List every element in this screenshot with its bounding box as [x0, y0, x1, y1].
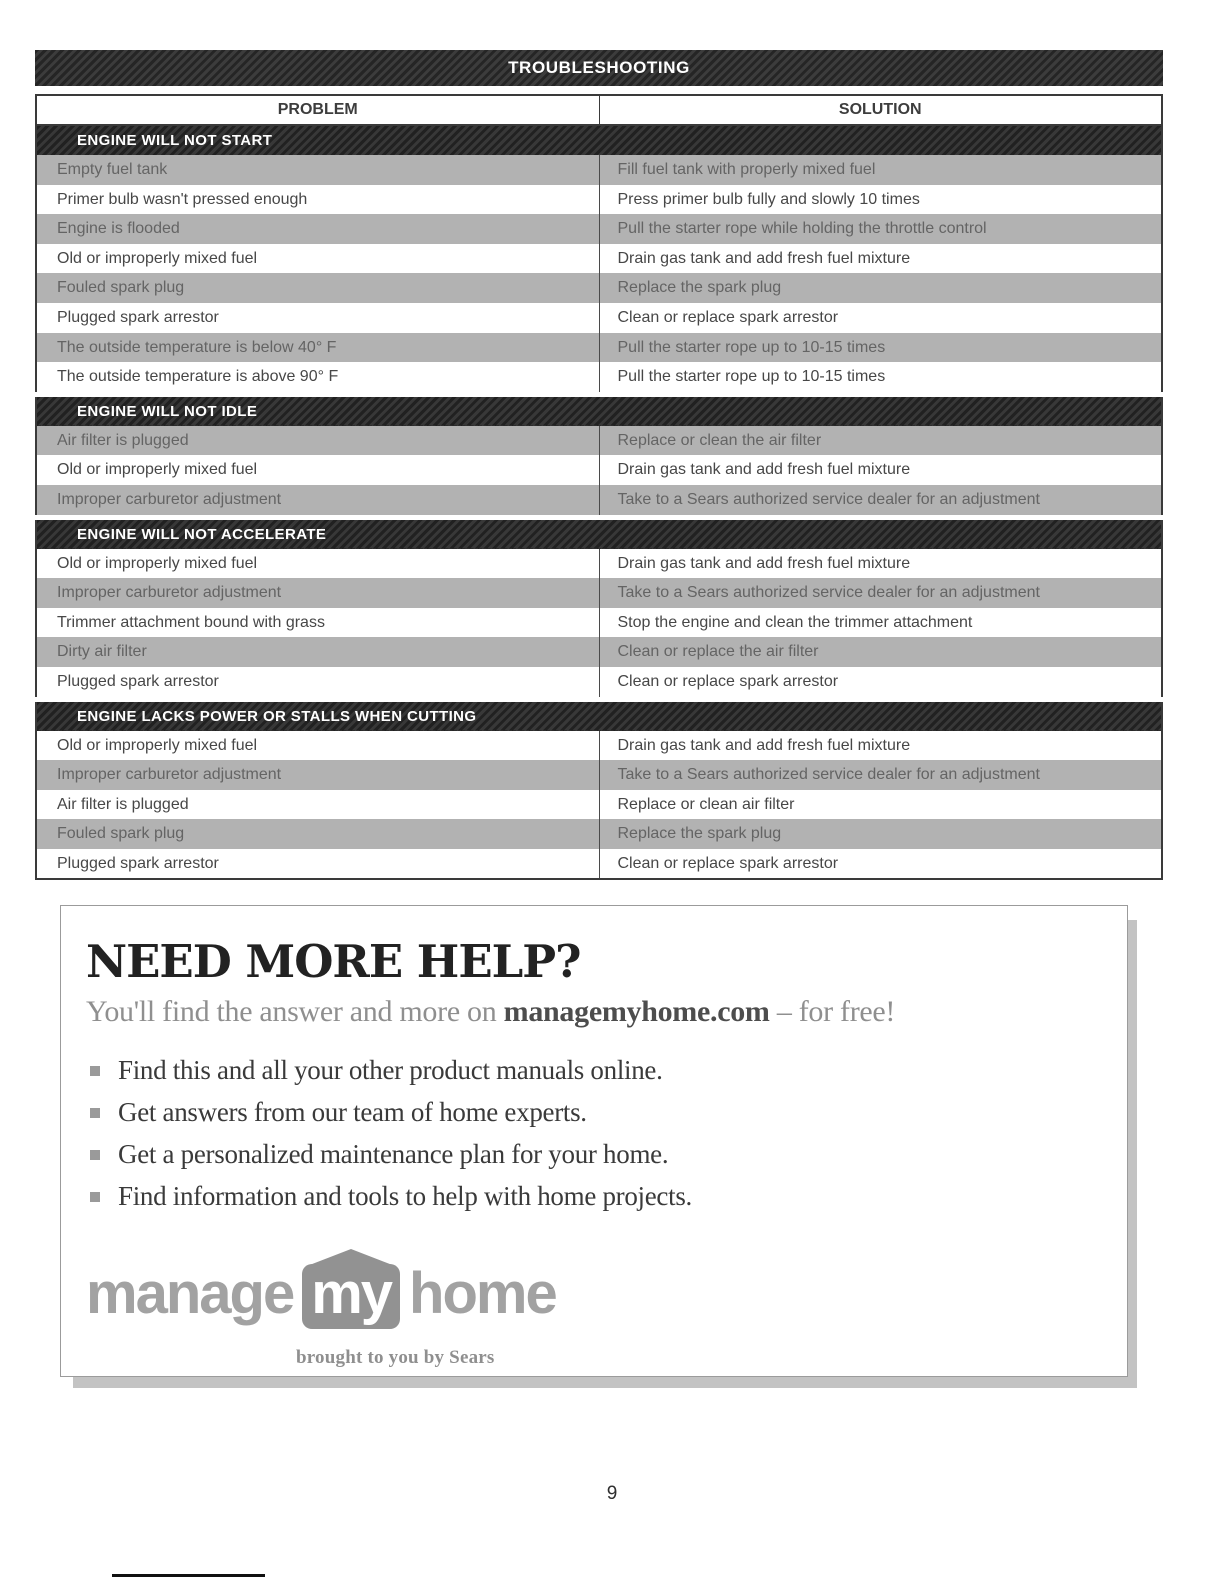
solution-cell: Clean or replace spark arrestor	[599, 303, 1162, 333]
solution-cell: Clean or replace spark arrestor	[599, 849, 1162, 880]
troubleshooting-table-wrap	[35, 94, 1163, 880]
managemyhome-logo	[86, 1261, 1097, 1329]
solution-cell: Stop the engine and clean the trimmer attachment	[599, 608, 1162, 638]
problem-cell: The outside temperature is below 40° F	[36, 333, 599, 363]
help-title: NEED MORE HELP?	[86, 935, 581, 988]
table-row	[36, 760, 1162, 790]
problem-cell: Primer bulb wasn't pressed enough	[36, 185, 599, 215]
table-row	[36, 362, 1162, 394]
section-header: ENGINE WILL NOT ACCELERATE	[36, 517, 1162, 549]
problem-cell: Improper carburetor adjustment	[36, 760, 599, 790]
help-bullet: Find information and tools to help with home projects.	[86, 1181, 1097, 1212]
table-row	[36, 426, 1162, 456]
help-subtitle	[86, 995, 1097, 1029]
section-header-row	[36, 125, 1162, 155]
need-more-help-box	[60, 905, 1128, 1377]
problem-cell: Trimmer attachment bound with grass	[36, 608, 599, 638]
section-header-row	[36, 699, 1162, 731]
problem-cell: Fouled spark plug	[36, 273, 599, 303]
troubleshooting-title-bar	[35, 50, 1163, 86]
solution-cell: Take to a Sears authorized service dealer for an adjustment	[599, 485, 1162, 517]
problem-cell: Plugged spark arrestor	[36, 303, 599, 333]
table-row	[36, 155, 1162, 185]
table-row	[36, 273, 1162, 303]
troubleshooting-title: TROUBLESHOOTING	[508, 58, 690, 77]
solution-cell: Fill fuel tank with properly mixed fuel	[599, 155, 1162, 185]
column-header-solution: SOLUTION	[599, 95, 1162, 125]
solution-cell: Replace or clean the air filter	[599, 426, 1162, 456]
table-row	[36, 731, 1162, 761]
solution-cell: Press primer bulb fully and slowly 10 times	[599, 185, 1162, 215]
table-row	[36, 608, 1162, 638]
solution-cell: Pull the starter rope while holding the throttle control	[599, 214, 1162, 244]
table-row	[36, 549, 1162, 579]
table-row	[36, 185, 1162, 215]
managemyhome-url-text: managemyhome.com	[503, 995, 770, 1029]
section-header-row	[36, 517, 1162, 549]
logo-my-text: my	[311, 1261, 392, 1327]
problem-cell: Air filter is plugged	[36, 426, 599, 456]
solution-cell: Clean or replace the air filter	[599, 637, 1162, 667]
problem-cell: Improper carburetor adjustment	[36, 578, 599, 608]
problem-cell: Fouled spark plug	[36, 819, 599, 849]
help-bullet: Get answers from our team of home experts.	[86, 1097, 1097, 1128]
table-row	[36, 244, 1162, 274]
problem-cell: Old or improperly mixed fuel	[36, 455, 599, 485]
section-header: ENGINE LACKS POWER OR STALLS WHEN CUTTING	[36, 699, 1162, 731]
section-header-row	[36, 394, 1162, 426]
section-header: ENGINE WILL NOT IDLE	[36, 394, 1162, 426]
problem-cell: Plugged spark arrestor	[36, 667, 599, 699]
section-header: ENGINE WILL NOT START	[36, 125, 1162, 155]
solution-cell: Pull the starter rope up to 10-15 times	[599, 362, 1162, 394]
table-row	[36, 214, 1162, 244]
solution-cell: Take to a Sears authorized service dealer for an adjustment	[599, 578, 1162, 608]
problem-cell: The outside temperature is above 90° F	[36, 362, 599, 394]
solution-cell: Pull the starter rope up to 10-15 times	[599, 333, 1162, 363]
troubleshooting-table	[35, 94, 1163, 880]
solution-cell: Replace the spark plug	[599, 819, 1162, 849]
table-row	[36, 849, 1162, 880]
problem-cell: Empty fuel tank	[36, 155, 599, 185]
solution-cell: Replace the spark plug	[599, 273, 1162, 303]
solution-cell: Replace or clean air filter	[599, 790, 1162, 820]
problem-cell: Dirty air filter	[36, 637, 599, 667]
page-number: 9	[606, 1483, 618, 1504]
solution-cell: Take to a Sears authorized service dealer for an adjustment	[599, 760, 1162, 790]
help-bullet-list	[86, 1055, 1097, 1212]
solution-cell: Drain gas tank and add fresh fuel mixture	[599, 244, 1162, 274]
solution-cell: Clean or replace spark arrestor	[599, 667, 1162, 699]
problem-cell: Old or improperly mixed fuel	[36, 549, 599, 579]
table-row	[36, 790, 1162, 820]
help-bullet: Get a personalized maintenance plan for your home.	[86, 1139, 1097, 1170]
column-header-row	[36, 95, 1162, 125]
table-row	[36, 819, 1162, 849]
problem-cell: Air filter is plugged	[36, 790, 599, 820]
problem-cell: Plugged spark arrestor	[36, 849, 599, 880]
footer-line	[112, 1574, 265, 1577]
column-header-problem: PROBLEM	[36, 95, 599, 125]
troubleshooting-table-body	[36, 125, 1162, 879]
logo-manage-text: manage	[86, 1261, 294, 1327]
problem-cell: Old or improperly mixed fuel	[36, 244, 599, 274]
help-bullet: Find this and all your other product manuals online.	[86, 1055, 1097, 1086]
table-row	[36, 333, 1162, 363]
problem-cell: Old or improperly mixed fuel	[36, 731, 599, 761]
table-row	[36, 455, 1162, 485]
problem-cell: Engine is flooded	[36, 214, 599, 244]
solution-cell: Drain gas tank and add fresh fuel mixture	[599, 731, 1162, 761]
problem-cell: Improper carburetor adjustment	[36, 485, 599, 517]
help-subtitle-suffix: – for free!	[769, 995, 896, 1029]
solution-cell: Drain gas tank and add fresh fuel mixture	[599, 455, 1162, 485]
table-row	[36, 485, 1162, 517]
solution-cell: Drain gas tank and add fresh fuel mixture	[599, 549, 1162, 579]
table-row	[36, 637, 1162, 667]
table-row	[36, 578, 1162, 608]
table-row	[36, 667, 1162, 699]
logo-home-text: home	[409, 1261, 556, 1327]
logo-tagline: brought to you by Sears	[296, 1347, 495, 1369]
logo-my-badge	[302, 1261, 400, 1329]
help-subtitle-prefix: You'll find the answer and more on	[86, 995, 504, 1029]
table-row	[36, 303, 1162, 333]
